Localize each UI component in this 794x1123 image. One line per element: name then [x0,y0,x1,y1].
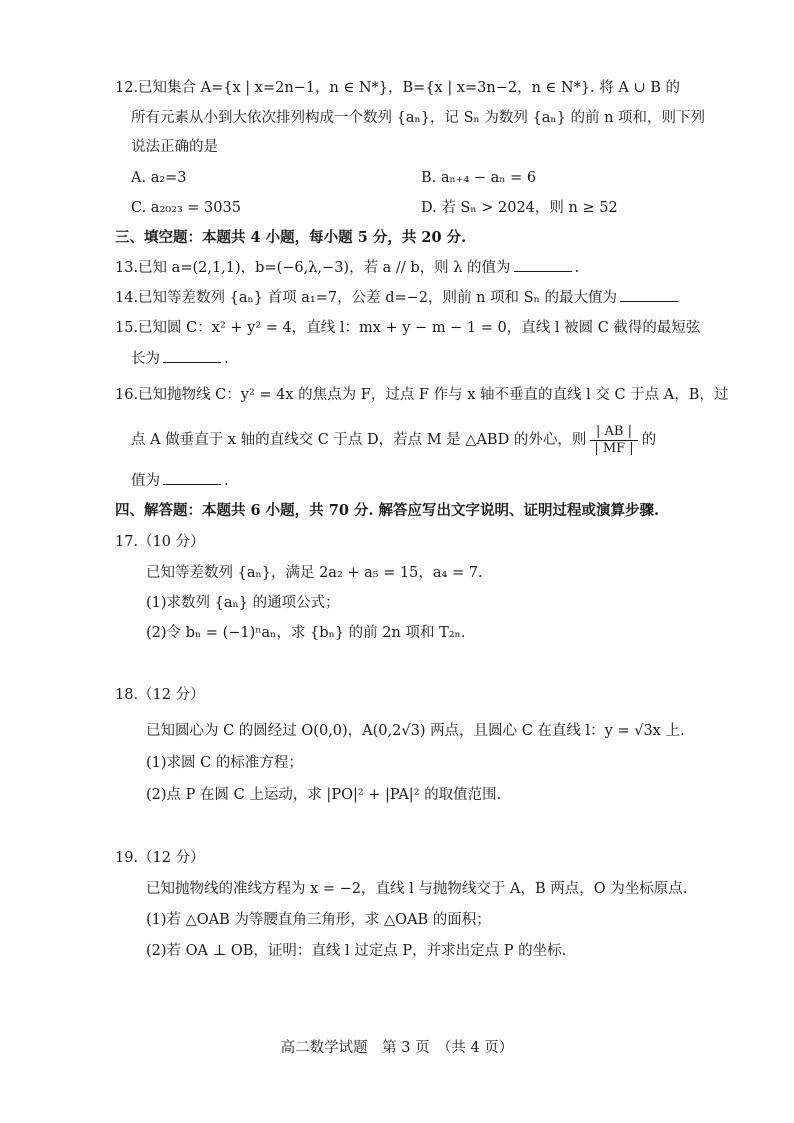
q12-option-c: C. a₂₀₂₃ = 3035 [131,200,241,216]
q15-text: 长为 [131,351,160,367]
q15-tail: . [224,351,229,367]
q12-line2: 所有元素从小到大依次排列构成一个数列 {aₙ}，记 Sₙ 为数列 {aₙ} 的前 n 项和，则下列 [131,110,706,126]
section3-heading: 三、填空题：本题共 4 小题，每小题 5 分，共 20 分. [115,229,467,246]
q16-tail: . [224,473,229,489]
q18-part2: (2)点 P 在圆 C 上运动，求 |PO|² + |PA|² 的取值范围. [146,787,502,803]
q19-part1: (1)若 △OAB 为等腰直角三角形，求 △OAB 的面积； [146,912,491,928]
q12-option-a: A. a₂=3 [131,170,187,186]
q13-tail: . [574,260,580,276]
q17-heading: 17.（10 分） [115,534,205,550]
q17-stem: 已知等差数列 {aₙ}，满足 2a₂ + a₅ = 15，a₄ = 7. [146,565,483,581]
q16-fraction [590,424,637,457]
q19-part2: (2)若 OA ⊥ OB，证明：直线 l 过定点 P，并求出定点 P 的坐标. [146,943,567,959]
q16-fraction-numerator: | AB | [590,424,637,441]
q18-stem: 已知圆心为 C 的圆经过 O(0,0)，A(0,2√3) 两点，且圆心 C 在直线 l：y = √3x 上. [146,723,685,739]
q16-line2 [131,420,656,460]
q19-stem: 已知抛物线的准线方程为 x = −2，直线 l 与抛物线交于 A，B 两点，O 为坐标原点. [146,881,688,897]
q16-fraction-denominator: | MF | [594,440,634,456]
q13-line [115,257,579,279]
q16-line1: 16.已知抛物线 C：y² = 4x 的焦点为 F，过点 F 作与 x 轴不垂直的直线 l 交 C 于点 A，B，过 [115,387,729,403]
q16-line3 [131,470,229,492]
q17-part2: (2)令 bₙ = (−1)ⁿaₙ，求 {bₙ} 的前 2n 项和 T₂ₙ. [146,625,466,641]
q16-answer-blank [163,470,221,485]
q12-option-d: D. 若 Sₙ > 2024，则 n ≥ 52 [421,200,618,216]
q19-heading: 19.（12 分） [115,850,205,866]
q18-part1: (1)求圆 C 的标准方程； [146,755,303,771]
q18-heading: 18.（12 分） [115,687,205,703]
q14-line [115,287,681,309]
q15-line2 [131,348,229,370]
q16-text3: 值为 [131,473,160,489]
q13-text: 13.已知 a=(2,1,1)，b=(−6,λ,−3)，若 a // b，则 λ 的值为 [115,260,511,276]
q12-line1: 12.已知集合 A={x | x=2n−1，n ∈ N*}，B={x | x=3n−2，n ∈ N*}. 将 A ∪ B 的 [115,80,680,96]
q12-option-b: B. aₙ₊₄ − aₙ = 6 [421,170,537,186]
q13-answer-blank [514,257,572,272]
section4-heading: 四、解答题：本题共 6 小题，共 70 分. 解答应写出文字说明、证明过程或演算步骤. [115,502,660,519]
q14-answer-blank [620,287,678,302]
q17-part1: (1)求数列 {aₙ} 的通项公式； [146,595,340,611]
q15-answer-blank [163,348,221,363]
q14-text: 14.已知等差数列 {aₙ} 首项 a₁=7，公差 d=−2，则前 n 项和 Sₙ 的最大值为 [115,290,617,306]
q16-text: 点 A 做垂直于 x 轴的直线交 C 于点 D，若点 M 是 △ABD 的外心，则 [131,432,587,448]
q12-line3: 说法正确的是 [131,139,218,155]
page-footer: 高二数学试题 第 3 页 （共 4 页） [280,1040,514,1056]
q16-line2-tail: 的 [641,432,657,448]
q15-line1: 15.已知圆 C：x² + y² = 4，直线 l：mx + y − m − 1 = 0，直线 l 被圆 C 截得的最短弦 [115,320,701,336]
